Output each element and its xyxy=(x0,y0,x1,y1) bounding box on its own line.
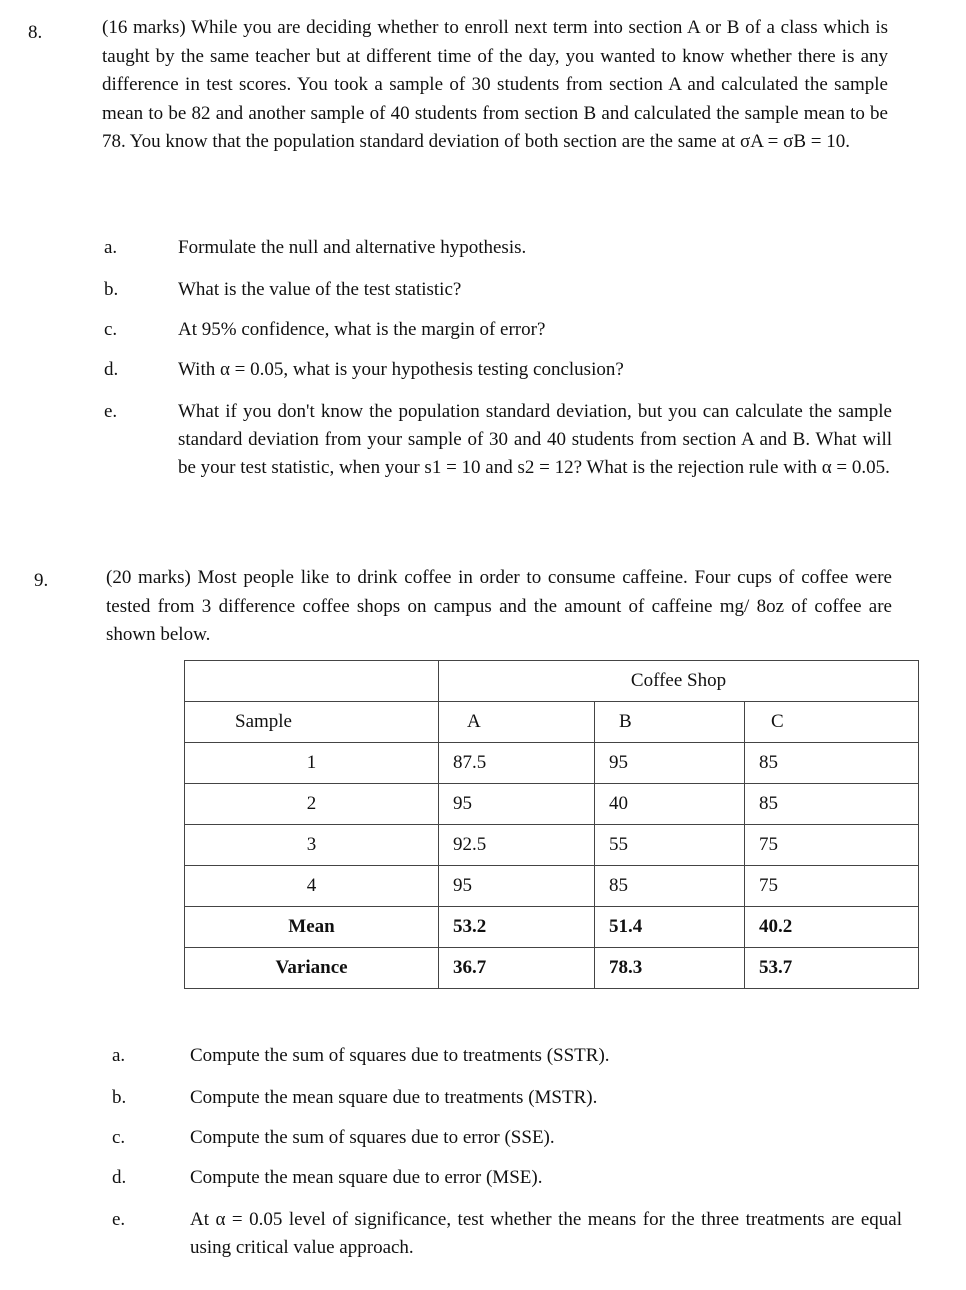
sample-id: 4 xyxy=(185,866,439,907)
table-cell: 75 xyxy=(745,825,919,866)
table-row xyxy=(185,866,919,907)
mean-value: 40.2 xyxy=(745,907,919,948)
sample-id: 1 xyxy=(185,743,439,784)
table-cell: 85 xyxy=(745,784,919,825)
q9-part-c-letter: c. xyxy=(112,1127,126,1148)
q8-part-a-text: Formulate the null and alternative hypothesis. xyxy=(178,237,527,258)
sample-header: Sample xyxy=(185,702,439,743)
variance-value: 53.7 xyxy=(745,948,919,989)
q9-part-d-text: Compute the mean square due to error (MSE). xyxy=(190,1167,543,1188)
variance-label: Variance xyxy=(185,948,439,989)
q9-part-e-text: At α = 0.05 level of significance, test whether the means for the three treatments are equal using critical value approach. xyxy=(190,1209,902,1258)
coffee-caffeine-table xyxy=(184,660,919,989)
shop-a-header: A xyxy=(439,702,595,743)
table-cell: 40 xyxy=(595,784,745,825)
q8-part-c-letter: c. xyxy=(104,319,118,340)
question-8-text: (16 marks) While you are deciding whether to enroll next term into section A or B of a class which is taught by the same teacher but at different time of the day, you wanted to know whether there is any difference in test scores. You took a sample of 30 students from section A and calculated the sample mean to be 82 and another sample of 40 students from section B and calculated the sample mean to be 78. You know that the population standard deviation of both section are the same at σA = σB = 10. xyxy=(102,17,888,152)
table-cell: 55 xyxy=(595,825,745,866)
question-8-number: 8. xyxy=(28,22,43,43)
table-cell: 95 xyxy=(439,784,595,825)
q8-part-b-letter: b. xyxy=(104,279,119,300)
q9-part-e-letter: e. xyxy=(112,1209,126,1230)
mean-value: 53.2 xyxy=(439,907,595,948)
q9-part-a-text: Compute the sum of squares due to treatments (SSTR). xyxy=(190,1045,610,1066)
q9-part-d-letter: d. xyxy=(112,1167,127,1188)
coffee-shop-header: Coffee Shop xyxy=(439,661,919,702)
q9-part-b-letter: b. xyxy=(112,1087,127,1108)
table-cell: 92.5 xyxy=(439,825,595,866)
table-cell: 75 xyxy=(745,866,919,907)
shop-c-header: C xyxy=(745,702,919,743)
q9-part-c-text: Compute the sum of squares due to error (SSE). xyxy=(190,1127,555,1148)
q8-part-b-text: What is the value of the test statistic? xyxy=(178,279,462,300)
table-row xyxy=(185,784,919,825)
table-cell: 85 xyxy=(595,866,745,907)
table-header-row xyxy=(185,702,919,743)
sample-id: 2 xyxy=(185,784,439,825)
mean-label: Mean xyxy=(185,907,439,948)
shop-b-header: B xyxy=(595,702,745,743)
table-group-header-row xyxy=(185,661,919,702)
question-9-text: (20 marks) Most people like to drink coffee in order to consume caffeine. Four cups of coffee were tested from 3 difference coffee shops on campus and the amount of caffeine mg/ 8oz of coffee are shown below. xyxy=(106,567,892,645)
q8-part-c-text: At 95% confidence, what is the margin of error? xyxy=(178,319,546,340)
q8-part-e-text: What if you don't know the population standard deviation, but you can calculate the sample standard deviation from your sample of 30 and 40 students from section A and B. What will be your test statistic, when your s1 = 10 and s2 = 12? What is the rejection rule with α = 0.05. xyxy=(178,401,892,478)
q8-part-d-letter: d. xyxy=(104,359,119,380)
table-row xyxy=(185,743,919,784)
table-row xyxy=(185,825,919,866)
table-cell: 95 xyxy=(595,743,745,784)
mean-row xyxy=(185,907,919,948)
question-9-number: 9. xyxy=(34,570,49,591)
variance-value: 78.3 xyxy=(595,948,745,989)
table-cell: 87.5 xyxy=(439,743,595,784)
q8-part-a-letter: a. xyxy=(104,237,118,258)
table-cell: 95 xyxy=(439,866,595,907)
table-cell: 85 xyxy=(745,743,919,784)
table-corner-blank xyxy=(185,661,439,702)
mean-value: 51.4 xyxy=(595,907,745,948)
q8-part-e-letter: e. xyxy=(104,401,118,422)
q8-part-d-text: With α = 0.05, what is your hypothesis testing conclusion? xyxy=(178,359,624,380)
variance-row xyxy=(185,948,919,989)
q9-part-b-text: Compute the mean square due to treatments (MSTR). xyxy=(190,1087,598,1108)
variance-value: 36.7 xyxy=(439,948,595,989)
q9-part-a-letter: a. xyxy=(112,1045,126,1066)
sample-id: 3 xyxy=(185,825,439,866)
